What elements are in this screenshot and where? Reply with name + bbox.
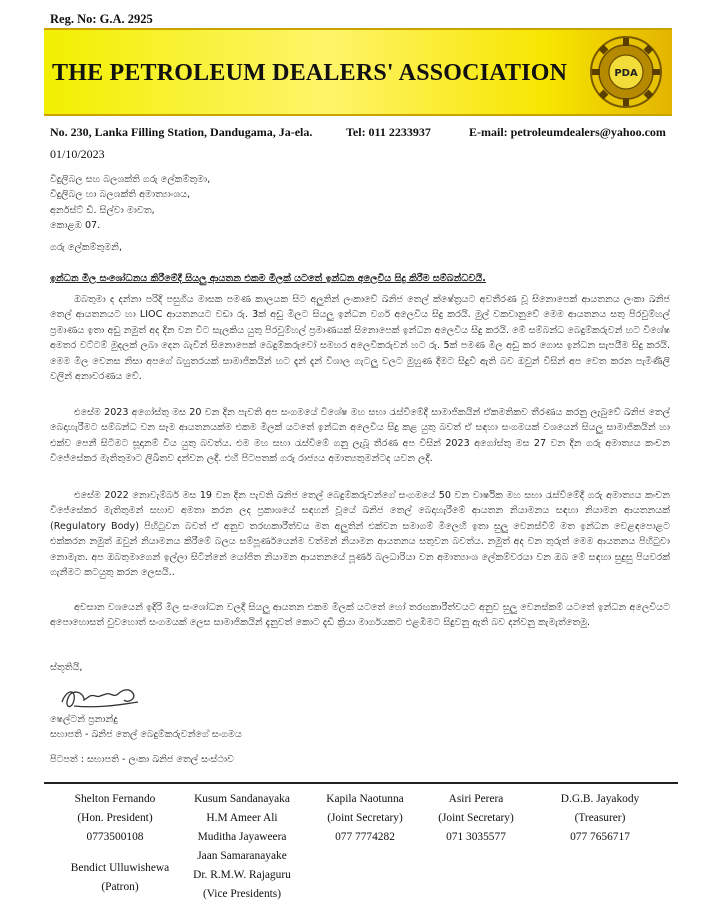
- association-title: THE PETROLEUM DEALERS' ASSOCIATION: [52, 60, 568, 86]
- pda-logo-icon: [588, 34, 664, 110]
- signatory: [50, 712, 670, 743]
- officer-name: Bendict Ulluwishewa: [70, 862, 170, 874]
- body-paragraph: අවසාන වශයෙන් ඉදිරි මිල සංශෝධන වලදී සියලු ආයතන එකම මිලක් යටතේ හෝ තරඟකාරීත්වයට අනුව සුලු වෙනස්කම් යටතේ ඉන්ධන අලෙවියට අපොහොසත් වුවහොත් සංගමයක් ලෙස සාමාජිකයින් දැනුවත් කොට දැඩි ක්‍රියා මාර්ගයකට එළඹීමට සිදුවනු ඇති බව දන්වනු කැමැත්තෙමු.: [50, 602, 670, 629]
- officer-role: (Joint Secretary): [438, 812, 514, 824]
- officer-name: Shelton Fernando: [74, 793, 156, 805]
- officer-joint-secretary-2: [424, 790, 528, 847]
- officer-role: (Vice Presidents): [202, 888, 282, 900]
- officer-role: (Joint Secretary): [327, 812, 403, 824]
- copy-to: පිටපත් : සභාපති - ලංකා ඛනිජ තෙල් සංස්ථාව: [50, 754, 234, 765]
- officer-president: [60, 790, 170, 847]
- telephone: Tel: 011 2233937: [346, 125, 431, 139]
- recipient-line: විදුලිබල සහ බලශක්ති ගරු ලේකම්තුමා,: [50, 174, 211, 185]
- recipient-address: [50, 172, 670, 234]
- letter-date: 01/10/2023: [50, 147, 105, 161]
- officer-phone: 077 7656717: [570, 831, 630, 843]
- officer-patron: [52, 859, 188, 897]
- recipient-line: විදුලිබල හා බලශක්ති අමාත්‍යාංශය,: [50, 189, 191, 201]
- officer-vice-presidents: [180, 790, 304, 904]
- recipient-line: කොළඹ 07.: [50, 220, 101, 232]
- letterhead-banner: [44, 28, 672, 116]
- officer-name: Muditha Jayaweera: [197, 831, 287, 843]
- officer-name: H.M Ameer Ali: [206, 812, 278, 824]
- officer-role: (Patron): [101, 881, 139, 893]
- officer-role: (Hon. President): [77, 812, 153, 824]
- officer-name: D.G.B. Jayakody: [560, 793, 640, 805]
- logo-text: PDA: [614, 68, 638, 79]
- footer-divider: [44, 782, 678, 784]
- salutation: ගරු ලේකම්තුමනි,: [50, 242, 122, 253]
- registration-number: Reg. No: G.A. 2925: [50, 12, 153, 26]
- closing: ස්තූතියි,: [50, 662, 83, 673]
- officer-name: Jaan Samaranayake: [197, 850, 287, 862]
- officer-phone: 077 7774282: [335, 831, 395, 843]
- subject-line: ඉන්ධන මිල සංශෝධනය කිරීමේදී සියලු ආයතන එකම මිලක් යටතේ ඉන්ධන අලෙවිය සිදු කිරීම සම්බන්ධවයි.: [50, 273, 486, 284]
- address: No. 230, Lanka Filling Station, Dandugama, Ja-ela.: [50, 125, 313, 139]
- signer-title: සභාපති - ඛනිජ තෙල් බෙදුම්කරුවන්ගේ සංගමය: [50, 729, 242, 741]
- officer-name: Dr. R.M.W. Rajaguru: [193, 869, 291, 881]
- officer-role: (Treasurer): [574, 812, 626, 824]
- officer-phone: 071 3035577: [446, 831, 506, 843]
- signer-name: ෂෙල්ටන් ප්‍රනාන්දු: [50, 714, 118, 725]
- officer-name: Asiri Perera: [448, 793, 504, 805]
- officer-phone: 0773500108: [86, 831, 144, 843]
- recipient-line: අර්නස්ට් ඩී. සිල්වා මාවත,: [50, 204, 155, 216]
- body-paragraph: ඔබතුමා ද දන්නා පරිදි පසුගිය මාසක පමණ කාලයක සිට අලුතින් ලංකාවේ ඛනිජ තෙල් ක්ෂේත්‍රයට අවතීරණ වූ සිනොපෙක් ආයතනය ලංකා ඛනිජ තෙල් ආයතනයට හා LIOC ආයතනයට වඩා රු. 3ක් අඩු මිලට සියලු ඉන්ධන වර්ග අලෙවිය සිදු කරයි. මුල් වකවානුවේ මෙම ආයතනය සතු පිරවුම්හල් ප්‍රමාණය ඉතා අඩු නමුත් අද දින වන විට සැලකිය යුතු පිරවුම්හල් ප්‍රමාණයක් සිනොපෙක් ඉන්ධන අලෙවිය සිදු කරයි. මේ සම්බන්ධ බෙදුම්කරුවන් හට විශේෂ අමතර වට්ටම් මුදලක් ලබා දෙන බැවින් සිනොපෙක් බෙදුම්කරුවෝ සමහර අලෙවිකරුවන් හට රු. 5ක් පමණ මිල අඩු කර ගොස ඉන්ධන සැපයීම සිදු කරයි. මෙම මිල වෙනස නිසා අපගේ බහුතරයක් සාමාජිකයින් හට දැන් දැන් විශාල ගැටලු වලට මුහුණ දීමට සිදුවී ඇති බව ඔවුන් විසින් අප වෙත කරන පැමිණිලි වලින් අනාවරණය වේ.: [50, 294, 670, 383]
- body-paragraph: එසේම 2023 අගෝස්තු මස 20 වන දින පැවති අප සංගමයේ විශේෂ මහ සභා රැස්වීමේදී සාමාජිකයින් ඒකමතිකව තීරණය කරනු ලැබුවේ ඛනිජ තෙල් බෙදාහැරීමට සම්බන්ධ වන සෑම ආයතනයක්ම එකම මිලක් යටතේ ඉන්ධන අලෙවිය සිදු කළ යුතු බවත් ඒ සඳහා සංගමයක් වශයෙන් සියලු සාමාජිකයින් හා එක්ව පෙනී සිටීමට සූදානම් විය යුතු බවත්ය. එම මහ සභා රැස්වීමේ ගනු ලැබූ තීරණ අප විසින් 2023 අගෝස්තු මස 27 වන දින ගරු අමාත්‍යය කංචන විජේසේකර මැතිතුමාට ලිඛිතව දන්වන ලදී. එහි පිටපතක් ගරු රාජ්‍යය අමාත්‍යතුමන්ටද යවන ලදී.: [50, 407, 670, 465]
- email[interactable]: E-mail: petroleumdealers@yahoo.com: [469, 125, 666, 139]
- officer-name: Kusum Sandanayaka: [194, 793, 290, 805]
- officer-joint-secretary-1: [312, 790, 418, 847]
- body-paragraph: එසේම 2022 නොවැම්බර් මස 19 වන දින පැවති ඛනිජ තෙල් බෙදුම්කරුවන්ගේ සංගමයේ 50 වන වාර්ෂික මහ සභා රැස්වීමේදී ගරු අමාත්‍යය කංචන විජේසේකර මැතිතුමන් සභාව අමතා කරන ලද ප්‍රකාශයේ සඳහන් වූයේ ඛනිජ තෙල් බෙදාහැරීමේ ආයතන නියාමනය සඳහා නියාමන ආයතනයක් (Regulatory Body) පිහිටුවන බවත් ඒ අනුව තරඟකාරීත්වය මත අලුතින් එක්වන සමාගම් මිලෙහි ඉතා සුලු වෙනස්වීම් මත ඉන්ධන වෙළඳපොළට එක්කරන නමුත් ඔවුන් නියාමනය කිරීමේ බලය සම්පූර්ණයෙන්ම වත්මන් නියාමන ආයතනය සතුවන බවත්ය. නමුත් අද වන තුරුත් මෙම ආයතනය පිහිටුවා නොමැත. අප ඔබතුමාගෙන් ඉල්ලා සිටින්නේ යෝජිත නියාමන ආයතනයේ පූර්ණ බලධාරියා වන අමාත්‍යාංශ ලේකම්වරයා වන ඔබ මේ සඳහා සුදුසු පියවරක් ගැනීමට කටයුතු කරන ලෙසයි..: [50, 490, 670, 579]
- officer-name: Kapila Naotunna: [326, 793, 404, 805]
- officer-treasurer: [540, 790, 660, 847]
